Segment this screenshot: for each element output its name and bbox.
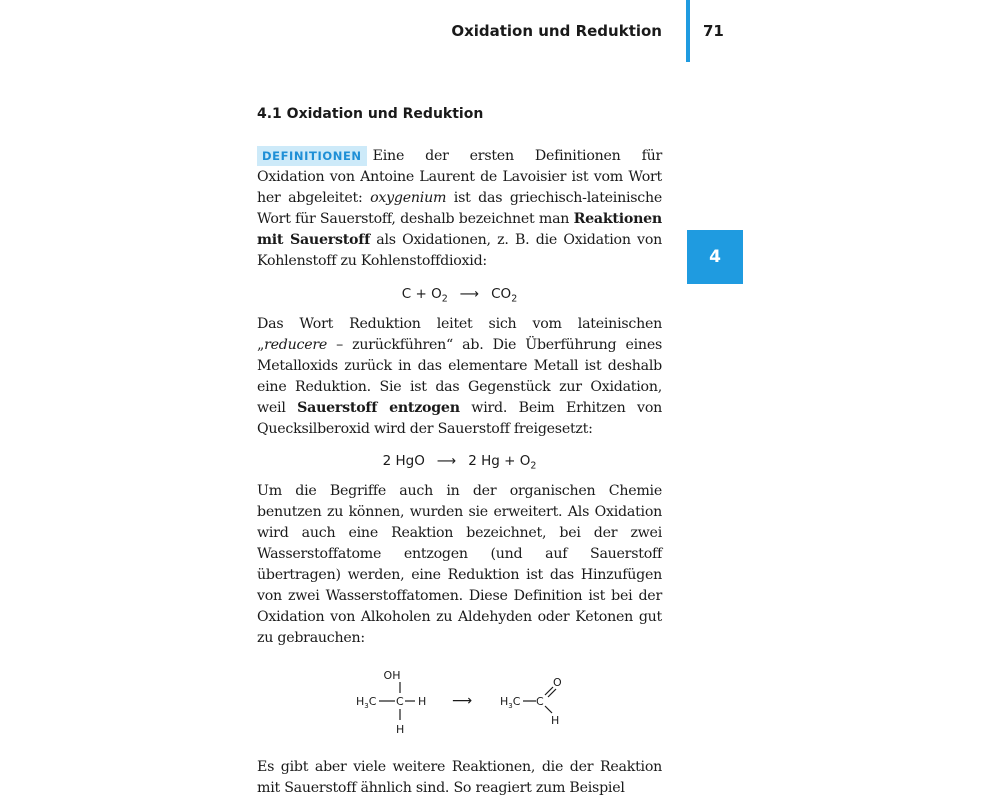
paragraph-text: Eine der ersten Definitionen für Oxidation von Antoine Laurent de Lavoisier ist vom Wort her abgeleitet: [257, 148, 662, 206]
chapter-tab: 4 [687, 230, 743, 284]
hydrogen-label: H [418, 695, 427, 708]
carbon-label: C [396, 695, 404, 708]
h3-label: $H_3C$ [500, 695, 521, 710]
paragraph-text: ist das griechisch-lateinische Wort für Sauerstoff, deshalb bezeichnet man [257, 190, 663, 227]
italic-term: oxygenium [370, 190, 447, 206]
equation-subscript: 2 [511, 293, 518, 305]
paragraph-further: Es gibt aber viele weitere Reaktionen, die der Reaktion mit Sauerstoff ähnlich sind. So reagiert zum Beispiel [257, 759, 662, 796]
equation-right: CO [491, 286, 512, 302]
alcohol-to-aldehyde-formula [340, 665, 580, 737]
oxygen-label: O [553, 676, 562, 689]
equation-hgo-decomposition [257, 453, 662, 472]
reaction-arrow: ⟶ [436, 453, 457, 469]
bold-term: Sauerstoff entzogen [297, 400, 460, 416]
oh-label: OH [383, 669, 401, 682]
hydrogen-label: H [396, 723, 405, 736]
equation-right: 2 Hg + O [468, 453, 531, 469]
equation-left: C + O [401, 286, 442, 302]
section-heading: 4.1 Oxidation und Reduktion [257, 106, 484, 122]
equation-left: 2 HgO [382, 453, 425, 469]
equation-subscript: 2 [530, 460, 537, 472]
h3-label: $H_3C$ [356, 695, 377, 710]
equation-carbon-oxidation [257, 286, 662, 305]
page-number: 71 [703, 22, 724, 40]
definitions-label: DEFINITIONEN [257, 146, 367, 166]
hydrogen-label: H [551, 714, 560, 727]
structural-formula [340, 665, 580, 741]
paragraph-organic: Um die Begriffe auch in der organischen Chemie benutzen zu können, wurden sie erweitert. Als Oxidation wird auch eine Reaktion bezeichnet, bei der zwei Wasserstoffatome entzogen (und auf Sauerstoff übertragen) werden, eine Reduktion ist das Hinzufügen von zwei Wasserstoffatomen. Diese Definition ist bei der Oxidation von Alkoholen zu Aldehyden oder Ketonen gut zu gebrauchen: [257, 483, 662, 646]
header-divider [686, 0, 690, 62]
bold-term: Reaktionen mit Sauerstoff [257, 211, 662, 248]
running-head-title: Oxidation und Reduktion [451, 22, 662, 40]
equation-subscript: 2 [441, 293, 448, 305]
paragraph-text: wird. Beim Erhitzen von Quecksilberoxid wird der Sauerstoff freigesetzt: [257, 400, 662, 437]
paragraph-text: als Oxidationen, z. B. die Oxidation von Kohlenstoff zu Kohlenstoffdioxid: [257, 232, 662, 269]
reaction-arrow: ⟶ [459, 286, 480, 302]
bond-line [545, 706, 552, 713]
carbon-label: C [536, 695, 544, 708]
paragraph-text: – zurückführen“ ab. Die Überführung eines Metalloxids zurück in das elementare Metall ist deshalb eine Reduktion. Sie ist das Gegenstück zur Oxidation, weil [257, 337, 662, 416]
paragraph-definition [257, 146, 662, 272]
paragraph-reduction [257, 314, 662, 440]
reaction-arrow: ⟶ [451, 693, 473, 709]
paragraph-text: Das Wort Reduktion leitet sich vom lateinischen „ [257, 316, 662, 353]
italic-term: reducere [264, 337, 328, 353]
